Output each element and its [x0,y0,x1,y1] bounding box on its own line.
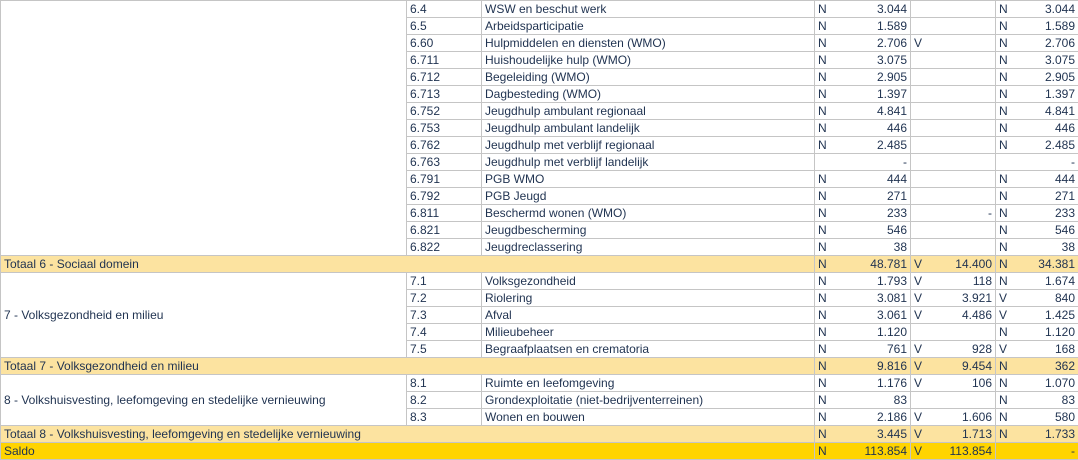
sign-flag-cell[interactable] [911,103,936,120]
amount-cell[interactable]: 271 [1021,188,1078,205]
amount-cell[interactable]: 1.589 [1021,18,1078,35]
amount-cell[interactable] [936,52,996,69]
amount-cell[interactable] [936,392,996,409]
amount-cell[interactable]: 2.905 [843,69,911,86]
amount-cell[interactable] [936,154,996,171]
taakveld-code-cell[interactable]: 7.1 [407,273,482,290]
sign-flag-cell[interactable]: N [996,392,1021,409]
total-label-cell[interactable]: Totaal 6 - Sociaal domein [1,256,815,273]
taakveld-code-cell[interactable]: 6.822 [407,239,482,256]
taakveld-code-cell[interactable]: 6.753 [407,120,482,137]
amount-cell[interactable]: - [1021,443,1078,460]
amount-cell[interactable]: 3.921 [936,290,996,307]
sign-flag-cell[interactable]: N [815,103,843,120]
taakveld-code-cell[interactable]: 7.4 [407,324,482,341]
amount-cell[interactable]: 2.706 [1021,35,1078,52]
sign-flag-cell[interactable]: N [815,69,843,86]
amount-cell[interactable]: 34.381 [1021,256,1078,273]
sign-flag-cell[interactable] [911,154,936,171]
amount-cell[interactable]: 3.044 [843,1,911,18]
sign-flag-cell[interactable] [911,205,936,222]
taakveld-name-cell[interactable]: WSW en beschut werk [482,1,815,18]
sign-flag-cell[interactable]: V [911,358,936,375]
amount-cell[interactable]: 1.176 [843,375,911,392]
amount-cell[interactable]: 233 [843,205,911,222]
sign-flag-cell[interactable] [911,171,936,188]
sign-flag-cell[interactable]: N [996,52,1021,69]
amount-cell[interactable]: 2.706 [843,35,911,52]
taakveld-name-cell[interactable]: Jeugdhulp ambulant regionaal [482,103,815,120]
sign-flag-cell[interactable] [911,18,936,35]
taakveld-code-cell[interactable]: 6.711 [407,52,482,69]
amount-cell[interactable]: 271 [843,188,911,205]
amount-cell[interactable]: 1.793 [843,273,911,290]
sign-flag-cell[interactable]: N [996,324,1021,341]
taakveld-name-cell[interactable]: Volksgezondheid [482,273,815,290]
sign-flag-cell[interactable]: V [911,290,936,307]
taakveld-code-cell[interactable]: 8.2 [407,392,482,409]
amount-cell[interactable]: 233 [1021,205,1078,222]
taakveld-code-cell[interactable]: 6.60 [407,35,482,52]
budget-table-body [1,1,1078,460]
sign-flag-cell[interactable]: V [911,443,936,460]
amount-cell[interactable]: 4.841 [1021,103,1078,120]
amount-cell[interactable]: 118 [936,273,996,290]
sign-flag-cell[interactable]: V [911,307,936,324]
amount-cell[interactable] [936,69,996,86]
sign-flag-cell[interactable]: N [996,18,1021,35]
sign-flag-cell[interactable]: N [815,222,843,239]
sign-flag-cell[interactable] [911,324,936,341]
taakveld-name-cell[interactable]: Jeugdhulp met verblijf regionaal [482,137,815,154]
section-label-cell[interactable] [1,1,407,256]
sign-flag-cell[interactable]: N [815,341,843,358]
taakveld-name-cell[interactable]: Afval [482,307,815,324]
sign-flag-cell[interactable]: V [996,307,1021,324]
taakveld-code-cell[interactable]: 6.792 [407,188,482,205]
sign-flag-cell[interactable]: N [815,324,843,341]
taakveld-name-cell[interactable]: Milieubeheer [482,324,815,341]
amount-cell[interactable] [936,188,996,205]
table-row [1,1,1078,18]
sign-flag-cell[interactable]: N [996,1,1021,18]
amount-cell[interactable]: 113.854 [936,443,996,460]
taakveld-name-cell[interactable]: Ruimte en leefomgeving [482,375,815,392]
taakveld-name-cell[interactable]: Hulpmiddelen en diensten (WMO) [482,35,815,52]
sign-flag-cell[interactable]: N [815,392,843,409]
amount-cell[interactable]: 1.397 [843,86,911,103]
total-row [1,256,1078,273]
sign-flag-cell[interactable]: N [815,86,843,103]
sign-flag-cell[interactable] [911,188,936,205]
sign-flag-cell[interactable]: V [911,341,936,358]
taakveld-code-cell[interactable]: 6.752 [407,103,482,120]
taakveld-code-cell[interactable]: 8.1 [407,375,482,392]
amount-cell[interactable]: 83 [1021,392,1078,409]
sign-flag-cell[interactable]: N [996,409,1021,426]
sign-flag-cell[interactable]: N [815,239,843,256]
sign-flag-cell[interactable]: N [815,171,843,188]
sign-flag-cell[interactable]: N [815,205,843,222]
amount-cell[interactable]: 48.781 [843,256,911,273]
amount-cell[interactable]: 446 [1021,120,1078,137]
amount-cell[interactable] [936,103,996,120]
amount-cell[interactable]: 2.905 [1021,69,1078,86]
total-label-cell[interactable]: Totaal 7 - Volksgezondheid en milieu [1,358,815,375]
amount-cell[interactable]: 2.485 [1021,137,1078,154]
amount-cell[interactable] [936,35,996,52]
taakveld-code-cell[interactable]: 6.5 [407,18,482,35]
taakveld-code-cell[interactable]: 6.712 [407,69,482,86]
sign-flag-cell[interactable] [911,69,936,86]
table-row [1,273,1078,290]
amount-cell[interactable]: 9.816 [843,358,911,375]
amount-cell[interactable]: 1.120 [1021,324,1078,341]
taakveld-name-cell[interactable]: Wonen en bouwen [482,409,815,426]
sign-flag-cell[interactable] [911,222,936,239]
taakveld-name-cell[interactable]: PGB WMO [482,171,815,188]
total-label-cell[interactable]: Totaal 8 - Volkshuisvesting, leefomgeving en stedelijke vernieuwing [1,426,815,443]
sign-flag-cell[interactable]: N [815,375,843,392]
amount-cell[interactable]: 3.075 [1021,52,1078,69]
amount-cell[interactable]: 3.081 [843,290,911,307]
sign-flag-cell[interactable] [911,1,936,18]
amount-cell[interactable]: 444 [1021,171,1078,188]
taakveld-name-cell[interactable]: Jeugdhulp ambulant landelijk [482,120,815,137]
taakveld-name-cell[interactable]: Jeugdreclassering [482,239,815,256]
sign-flag-cell[interactable] [996,443,1021,460]
amount-cell[interactable]: 3.044 [1021,1,1078,18]
sign-flag-cell[interactable]: N [815,273,843,290]
amount-cell[interactable]: 362 [1021,358,1078,375]
sign-flag-cell[interactable]: V [996,290,1021,307]
sign-flag-cell[interactable] [911,86,936,103]
amount-cell[interactable]: 1.070 [1021,375,1078,392]
sign-flag-cell[interactable]: N [815,409,843,426]
amount-cell[interactable] [936,324,996,341]
total-row [1,358,1078,375]
taakveld-code-cell[interactable]: 8.3 [407,409,482,426]
amount-cell[interactable]: 1.425 [1021,307,1078,324]
amount-cell[interactable]: 1.120 [843,324,911,341]
sign-flag-cell[interactable]: N [815,35,843,52]
amount-cell[interactable]: 2.186 [843,409,911,426]
sign-flag-cell[interactable]: V [911,35,936,52]
amount-cell[interactable]: 546 [1021,222,1078,239]
amount-cell[interactable]: - [843,154,911,171]
amount-cell[interactable]: 3.075 [843,52,911,69]
sign-flag-cell[interactable]: N [815,1,843,18]
sign-flag-cell[interactable]: V [911,256,936,273]
amount-cell[interactable]: 2.485 [843,137,911,154]
amount-cell[interactable]: 580 [1021,409,1078,426]
taakveld-code-cell[interactable]: 7.2 [407,290,482,307]
sign-flag-cell[interactable]: N [996,426,1021,443]
amount-cell[interactable]: 168 [1021,341,1078,358]
amount-cell[interactable]: 444 [843,171,911,188]
amount-cell[interactable] [936,120,996,137]
sign-flag-cell[interactable] [911,52,936,69]
sign-flag-cell[interactable]: N [996,86,1021,103]
sign-flag-cell[interactable]: V [911,273,936,290]
taakveld-name-cell[interactable]: Beschermd wonen (WMO) [482,205,815,222]
amount-cell[interactable]: 113.854 [843,443,911,460]
section-label-cell[interactable]: 8 - Volkshuisvesting, leefomgeving en stedelijke vernieuwing [1,375,407,426]
amount-cell[interactable] [936,1,996,18]
sign-flag-cell[interactable]: N [815,18,843,35]
taakveld-name-cell[interactable]: Huishoudelijke hulp (WMO) [482,52,815,69]
sign-flag-cell[interactable]: N [815,256,843,273]
taakveld-code-cell[interactable]: 6.821 [407,222,482,239]
taakveld-name-cell[interactable]: Dagbesteding (WMO) [482,86,815,103]
sign-flag-cell[interactable]: N [815,120,843,137]
amount-cell[interactable]: 761 [843,341,911,358]
amount-cell[interactable]: 1.397 [1021,86,1078,103]
taakveld-code-cell[interactable]: 6.791 [407,171,482,188]
sign-flag-cell[interactable]: N [815,426,843,443]
sign-flag-cell[interactable]: N [996,222,1021,239]
sign-flag-cell[interactable]: V [911,375,936,392]
sign-flag-cell[interactable]: N [815,188,843,205]
amount-cell[interactable]: 9.454 [936,358,996,375]
sign-flag-cell[interactable]: N [815,52,843,69]
sign-flag-cell[interactable]: N [996,35,1021,52]
amount-cell[interactable]: 38 [843,239,911,256]
amount-cell[interactable] [936,222,996,239]
amount-cell[interactable]: 4.486 [936,307,996,324]
sign-flag-cell[interactable]: N [815,443,843,460]
sign-flag-cell[interactable] [911,120,936,137]
sign-flag-cell[interactable]: N [996,375,1021,392]
taakveld-code-cell[interactable]: 6.763 [407,154,482,171]
saldo-row [1,443,1078,460]
taakveld-name-cell[interactable]: Riolering [482,290,815,307]
taakveld-name-cell[interactable]: PGB Jeugd [482,188,815,205]
sign-flag-cell[interactable] [911,137,936,154]
amount-cell[interactable]: 446 [843,120,911,137]
sign-flag-cell[interactable]: N [996,103,1021,120]
amount-cell[interactable]: 928 [936,341,996,358]
taakveld-name-cell[interactable]: Grondexploitatie (niet-bedrijventerreinen) [482,392,815,409]
amount-cell[interactable]: 106 [936,375,996,392]
amount-cell[interactable]: 1.713 [936,426,996,443]
amount-cell[interactable] [936,239,996,256]
sign-flag-cell[interactable]: N [996,69,1021,86]
taakveld-code-cell[interactable]: 7.5 [407,341,482,358]
sign-flag-cell[interactable] [996,154,1021,171]
sign-flag-cell[interactable]: N [996,137,1021,154]
sign-flag-cell[interactable] [911,239,936,256]
taakveld-name-cell[interactable]: Jeugdhulp met verblijf landelijk [482,154,815,171]
sign-flag-cell[interactable]: N [815,358,843,375]
sign-flag-cell[interactable]: N [996,358,1021,375]
sign-flag-cell[interactable]: N [996,273,1021,290]
taakveld-code-cell[interactable]: 6.713 [407,86,482,103]
amount-cell[interactable]: - [936,205,996,222]
taakveld-code-cell[interactable]: 7.3 [407,307,482,324]
sign-flag-cell[interactable]: N [815,290,843,307]
taakveld-name-cell[interactable]: Jeugdbescherming [482,222,815,239]
amount-cell[interactable]: 83 [843,392,911,409]
amount-cell[interactable] [936,137,996,154]
amount-cell[interactable]: 1.589 [843,18,911,35]
amount-cell[interactable]: 38 [1021,239,1078,256]
sign-flag-cell[interactable]: N [996,188,1021,205]
amount-cell[interactable]: - [1021,154,1078,171]
sign-flag-cell[interactable]: N [996,256,1021,273]
total-row [1,426,1078,443]
amount-cell[interactable]: 840 [1021,290,1078,307]
amount-cell[interactable]: 4.841 [843,103,911,120]
amount-cell[interactable]: 546 [843,222,911,239]
sign-flag-cell[interactable]: V [996,341,1021,358]
amount-cell[interactable]: 1.606 [936,409,996,426]
sign-flag-cell[interactable]: N [815,137,843,154]
sign-flag-cell[interactable]: V [911,409,936,426]
amount-cell[interactable] [936,18,996,35]
sign-flag-cell[interactable]: N [996,120,1021,137]
amount-cell[interactable]: 1.733 [1021,426,1078,443]
saldo-label-cell[interactable]: Saldo [1,443,815,460]
sign-flag-cell[interactable]: N [996,205,1021,222]
amount-cell[interactable]: 1.674 [1021,273,1078,290]
taakveld-code-cell[interactable]: 6.811 [407,205,482,222]
sign-flag-cell[interactable]: N [815,307,843,324]
amount-cell[interactable]: 3.061 [843,307,911,324]
taakveld-code-cell[interactable]: 6.762 [407,137,482,154]
amount-cell[interactable] [936,171,996,188]
section-label-cell[interactable]: 7 - Volksgezondheid en milieu [1,273,407,358]
table-row [1,375,1078,392]
taakveld-name-cell[interactable]: Begraafplaatsen en crematoria [482,341,815,358]
sign-flag-cell[interactable]: V [911,426,936,443]
amount-cell[interactable]: 3.445 [843,426,911,443]
taakveld-name-cell[interactable]: Arbeidsparticipatie [482,18,815,35]
amount-cell[interactable]: 14.400 [936,256,996,273]
sign-flag-cell[interactable] [911,392,936,409]
sign-flag-cell[interactable]: N [996,239,1021,256]
taakveld-name-cell[interactable]: Begeleiding (WMO) [482,69,815,86]
sign-flag-cell[interactable]: N [996,171,1021,188]
taakveld-code-cell[interactable]: 6.4 [407,1,482,18]
amount-cell[interactable] [936,86,996,103]
sign-flag-cell[interactable] [815,154,843,171]
